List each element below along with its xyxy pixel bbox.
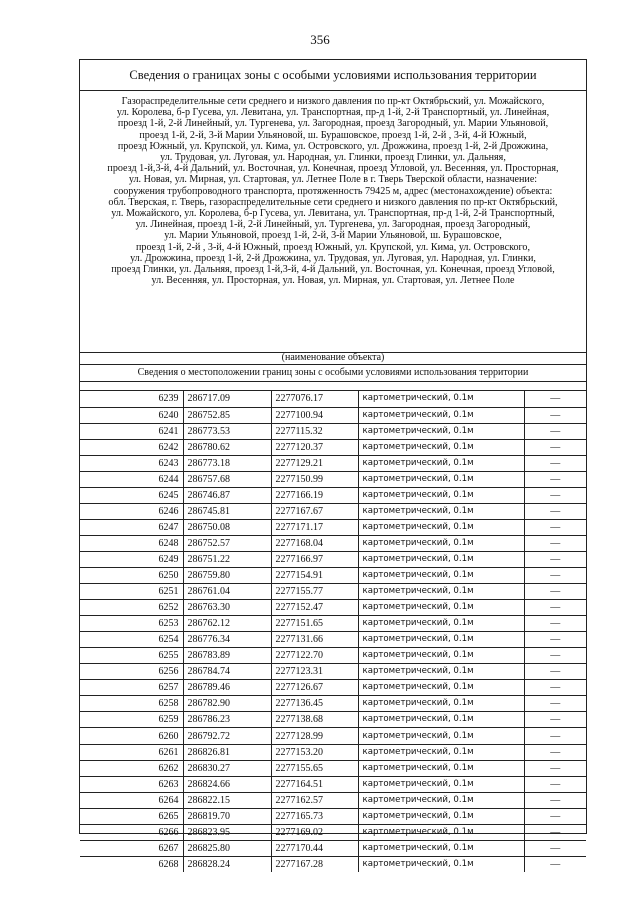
determination-method: картометрический, 0.1м — [358, 455, 524, 471]
table-row — [80, 423, 586, 439]
coord-y: 2277166.19 — [271, 487, 358, 503]
point-number: 6260 — [80, 728, 183, 744]
point-number: 6257 — [80, 680, 183, 696]
table-row — [80, 600, 586, 616]
table-row — [80, 808, 586, 824]
coord-x: 286752.57 — [183, 535, 271, 551]
document-title: Сведения о границах зоны с особыми условиями использования территории — [80, 60, 586, 91]
determination-method: картометрический, 0.1м — [358, 856, 524, 872]
coord-y: 2277126.67 — [271, 680, 358, 696]
accuracy-dash: — — [524, 471, 586, 487]
point-number: 6268 — [80, 856, 183, 872]
table-row — [80, 744, 586, 760]
point-number: 6255 — [80, 648, 183, 664]
point-number: 6256 — [80, 664, 183, 680]
object-description — [80, 91, 586, 352]
coord-y: 2277150.99 — [271, 471, 358, 487]
point-number: 6239 — [80, 391, 183, 407]
point-number: 6267 — [80, 840, 183, 856]
point-number: 6242 — [80, 439, 183, 455]
accuracy-dash: — — [524, 632, 586, 648]
zone-info-frame — [79, 59, 587, 871]
determination-method: картометрический, 0.1м — [358, 471, 524, 487]
coord-x: 286824.66 — [183, 776, 271, 792]
determination-method: картометрический, 0.1м — [358, 776, 524, 792]
coord-x: 286822.15 — [183, 792, 271, 808]
coord-y: 2277167.28 — [271, 856, 358, 872]
coord-y: 2277129.21 — [271, 455, 358, 471]
determination-method: картометрический, 0.1м — [358, 840, 524, 856]
determination-method: картометрический, 0.1м — [358, 568, 524, 584]
coord-y: 2277120.37 — [271, 439, 358, 455]
accuracy-dash: — — [524, 792, 586, 808]
accuracy-dash: — — [524, 391, 586, 407]
description-line: ул. Можайского, ул. Королева, б-р Гусева, ул. Левитана, ул. Транспортная, пр-д 1-й, 2-й Транспортный, — [111, 208, 555, 220]
description-line: проезд 1-й, 2-й, 3-й Марии Ульяновой, ш. Бурашовское, проезд 1-й, 2-й , 3-й, 4-й Южный, — [139, 129, 527, 141]
accuracy-dash: — — [524, 439, 586, 455]
object-name-label: (наименование объекта) — [80, 352, 586, 365]
determination-method: картометрический, 0.1м — [358, 584, 524, 600]
coord-x: 286751.22 — [183, 551, 271, 567]
coord-y: 2277165.73 — [271, 808, 358, 824]
table-row — [80, 503, 586, 519]
coord-x: 286761.04 — [183, 584, 271, 600]
accuracy-dash: — — [524, 519, 586, 535]
point-number: 6246 — [80, 503, 183, 519]
coord-x: 286783.89 — [183, 648, 271, 664]
coord-y: 2277155.77 — [271, 584, 358, 600]
accuracy-dash: — — [524, 664, 586, 680]
point-number: 6250 — [80, 568, 183, 584]
determination-method: картометрический, 0.1м — [358, 519, 524, 535]
point-number: 6262 — [80, 760, 183, 776]
point-number: 6249 — [80, 551, 183, 567]
coord-y: 2277170.44 — [271, 840, 358, 856]
coord-y: 2277122.70 — [271, 648, 358, 664]
point-number: 6259 — [80, 712, 183, 728]
accuracy-dash: — — [524, 808, 586, 824]
accuracy-dash: — — [524, 648, 586, 664]
table-row — [80, 728, 586, 744]
point-number: 6245 — [80, 487, 183, 503]
accuracy-dash: — — [550, 859, 561, 871]
coord-x: 286746.87 — [183, 487, 271, 503]
table-row — [80, 856, 586, 872]
determination-method: картометрический, 0.1м — [358, 680, 524, 696]
determination-method: картометрический, 0.1м — [358, 535, 524, 551]
table-row — [80, 584, 586, 600]
description-line: ул. Королева, б-р Гусева, ул. Левитана, ул. Транспортная, пр-д 1-й, 2-й Транспортный, ул. Линейная, — [116, 107, 550, 119]
accuracy-dash: — — [524, 712, 586, 728]
accuracy-dash: — — [524, 776, 586, 792]
coord-x: 286825.80 — [183, 840, 271, 856]
accuracy-dash: — — [524, 423, 586, 439]
description-line: ул. Марии Ульяновой, проезд 1-й, 2-й, 3-й Марии Ульяновой, ш. Бурашовское, — [164, 230, 502, 242]
point-number: 6251 — [80, 584, 183, 600]
accuracy-dash: — — [524, 680, 586, 696]
coord-y: 2277162.57 — [271, 792, 358, 808]
coord-y: 2277151.65 — [271, 616, 358, 632]
coord-x: 286828.24 — [183, 856, 271, 872]
coord-y: 2277136.45 — [271, 696, 358, 712]
accuracy-dash: — — [524, 696, 586, 712]
description-line: Газораспределительные сети среднего и низкого давления по пр-кт Октябрьский, ул. Можайского, — [121, 96, 545, 107]
coordinates-table-body — [80, 391, 586, 872]
point-number: 6241 — [80, 423, 183, 439]
determination-method: картометрический, 0.1м — [358, 391, 524, 407]
coord-x: 286819.70 — [183, 808, 271, 824]
coord-y: 2277155.65 — [271, 760, 358, 776]
coord-x: 286780.62 — [183, 439, 271, 455]
accuracy-dash: — — [524, 728, 586, 744]
point-number: 6252 — [80, 600, 183, 616]
determination-method: картометрический, 0.1м — [358, 744, 524, 760]
point-number: 6248 — [80, 535, 183, 551]
accuracy-dash: — — [524, 760, 586, 776]
accuracy-dash: — — [524, 600, 586, 616]
determination-method: картометрический, 0.1м — [358, 632, 524, 648]
coord-x: 286830.27 — [183, 760, 271, 776]
determination-method: картометрический, 0.1м — [358, 664, 524, 680]
point-number: 6261 — [80, 744, 183, 760]
point-number: 6243 — [80, 455, 183, 471]
coord-x: 286776.34 — [183, 632, 271, 648]
point-number: 6254 — [80, 632, 183, 648]
coord-x: 286752.85 — [183, 407, 271, 423]
accuracy-dash: — — [524, 407, 586, 423]
accuracy-dash: — — [524, 840, 586, 856]
description-line: сооружения трубопроводного транспорта, протяженность 79425 м, адрес (местонахождение) объекта: — [113, 185, 553, 197]
accuracy-dash: — — [524, 744, 586, 760]
coord-x: 286773.53 — [183, 423, 271, 439]
coord-y: 2277100.94 — [271, 407, 358, 423]
description-line: ул. Весенняя, ул. Просторная, ул. Новая, ул. Мирная, ул. Стартовая, ул. Летнее Поле — [151, 275, 515, 287]
coord-y: 2277166.97 — [271, 551, 358, 567]
accuracy-dash: — — [524, 824, 586, 840]
accuracy-dash: — — [524, 455, 586, 471]
description-line: проезд 1-й,3-й, 4-й Дальний, ул. Восточная, ул. Конечная, проезд Угловой, ул. Весенняя, ул. Просторная, — [107, 163, 559, 175]
determination-method: картометрический, 0.1м — [358, 648, 524, 664]
coord-x: 286750.08 — [183, 519, 271, 535]
description-line: обл. Тверская, г. Тверь, газораспределительные сети среднего и низкого давления по пр-кт Октябрьский, — [108, 196, 558, 208]
description-line: ул. Дрожжина, проезд 1-й, 2-й Дрожжина, ул. Трудовая, ул. Луговая, ул. Народная, ул. Глинки, — [130, 252, 536, 264]
determination-method: картометрический, 0.1м — [358, 439, 524, 455]
coord-x: 286763.30 — [183, 600, 271, 616]
coord-x: 286759.80 — [183, 568, 271, 584]
determination-method: картометрический, 0.1м — [358, 824, 524, 840]
point-number: 6264 — [80, 792, 183, 808]
determination-method: картометрический, 0.1м — [358, 487, 524, 503]
table-header-spacer — [80, 382, 586, 391]
table-row — [80, 840, 586, 856]
description-line: проезд 1-й, 2-й , 3-й, 4-й Южный, проезд Южный, ул. Крупской, ул. Кима, ул. Островского, — [136, 241, 530, 253]
table-row — [80, 535, 586, 551]
table-row — [80, 776, 586, 792]
coord-x: 286757.68 — [183, 471, 271, 487]
coord-y: 2277153.20 — [271, 744, 358, 760]
determination-method: картометрический, 0.1м — [358, 600, 524, 616]
accuracy-dash: — — [524, 551, 586, 567]
table-row — [80, 616, 586, 632]
table-row — [80, 455, 586, 471]
determination-method: картометрический, 0.1м — [358, 616, 524, 632]
coord-x: 286786.23 — [183, 712, 271, 728]
table-row — [80, 568, 586, 584]
point-number: 6240 — [80, 407, 183, 423]
determination-method: картометрический, 0.1м — [358, 792, 524, 808]
point-number: 6263 — [80, 776, 183, 792]
table-row — [80, 551, 586, 567]
table-row — [80, 680, 586, 696]
description-line: проезд Глинки, ул. Дальняя, проезд 1-й,3-й, 4-й Дальний, ул. Восточная, ул. Конечная, проезд Угловой, — [111, 264, 555, 276]
table-row — [80, 471, 586, 487]
table-row — [80, 792, 586, 808]
coord-y: 2277152.47 — [271, 600, 358, 616]
accuracy-dash: — — [524, 584, 586, 600]
coord-y: 2277076.17 — [271, 391, 358, 407]
coord-x: 286773.18 — [183, 455, 271, 471]
determination-method: картометрический, 0.1м — [358, 407, 524, 423]
coord-y: 2277169.02 — [271, 824, 358, 840]
description-line: ул. Линейная, проезд 1-й, 2-й Линейный, ул. Тургенева, ул. Загородная, проезд Загородный, — [135, 219, 531, 231]
determination-method: картометрический, 0.1м — [358, 760, 524, 776]
coord-y: 2277154.91 — [271, 568, 358, 584]
determination-method: картометрический, 0.1м — [358, 712, 524, 728]
determination-method: картометрический, 0.1м — [358, 503, 524, 519]
point-number: 6244 — [80, 471, 183, 487]
location-heading: Сведения о местоположении границ зоны с особыми условиями использования территории — [80, 365, 586, 382]
table-row — [80, 696, 586, 712]
coord-y: 2277115.32 — [271, 423, 358, 439]
description-line: ул. Новая, ул. Мирная, ул. Стартовая, ул. Летнее Поле в г. Тверь Тверской области, назначение: — [128, 174, 538, 186]
point-number: 6247 — [80, 519, 183, 535]
determination-method: картометрический, 0.1м — [358, 808, 524, 824]
coord-x: 286823.95 — [183, 824, 271, 840]
coord-x: 286782.90 — [183, 696, 271, 712]
point-number: 6266 — [80, 824, 183, 840]
description-line: проезд Южный, ул. Крупской, ул. Кима, ул. Островского, ул. Дрожжина, проезд 1-й, 2-й Дрожжина, — [117, 140, 549, 152]
description-line: проезд 1-й, 2-й Линейный, ул. Тургенева, ул. Загородная, проезд Загородный, ул. Марии Ульяновой, — [117, 118, 549, 130]
table-row — [80, 648, 586, 664]
accuracy-dash: — — [524, 568, 586, 584]
table-row — [80, 439, 586, 455]
table-row — [80, 391, 586, 407]
coord-x: 286784.74 — [183, 664, 271, 680]
accuracy-dash: — — [524, 503, 586, 519]
determination-method: картометрический, 0.1м — [358, 728, 524, 744]
point-number: 6265 — [80, 808, 183, 824]
table-row — [80, 632, 586, 648]
coord-y: 2277138.68 — [271, 712, 358, 728]
table-row — [80, 824, 586, 840]
coord-y: 2277167.67 — [271, 503, 358, 519]
coord-y: 2277164.51 — [271, 776, 358, 792]
coordinates-table — [80, 391, 586, 872]
coord-y: 2277128.99 — [271, 728, 358, 744]
determination-method: картометрический, 0.1м — [358, 423, 524, 439]
coord-x: 286762.12 — [183, 616, 271, 632]
coord-x: 286792.72 — [183, 728, 271, 744]
coord-x: 286717.09 — [183, 391, 271, 407]
point-number: 6253 — [80, 616, 183, 632]
determination-method: картометрический, 0.1м — [358, 551, 524, 567]
accuracy-dash: — — [524, 616, 586, 632]
coord-x: 286745.81 — [183, 503, 271, 519]
page-number: 356 — [310, 32, 330, 47]
description-line: ул. Трудовая, ул. Луговая, ул. Народная, ул. Глинки, проезд Глинки, ул. Дальняя, — [160, 152, 506, 164]
coord-y: 2277168.04 — [271, 535, 358, 551]
coord-y: 2277123.31 — [271, 664, 358, 680]
table-row — [80, 519, 586, 535]
coord-y: 2277131.66 — [271, 632, 358, 648]
point-number: 6258 — [80, 696, 183, 712]
table-row — [80, 712, 586, 728]
accuracy-dash: — — [524, 487, 586, 503]
determination-method: картометрический, 0.1м — [358, 696, 524, 712]
accuracy-dash: — — [524, 535, 586, 551]
coord-x: 286826.81 — [183, 744, 271, 760]
table-row — [80, 664, 586, 680]
table-row — [80, 760, 586, 776]
table-row — [80, 407, 586, 423]
table-row — [80, 487, 586, 503]
coord-y: 2277171.17 — [271, 519, 358, 535]
coord-x: 286789.46 — [183, 680, 271, 696]
